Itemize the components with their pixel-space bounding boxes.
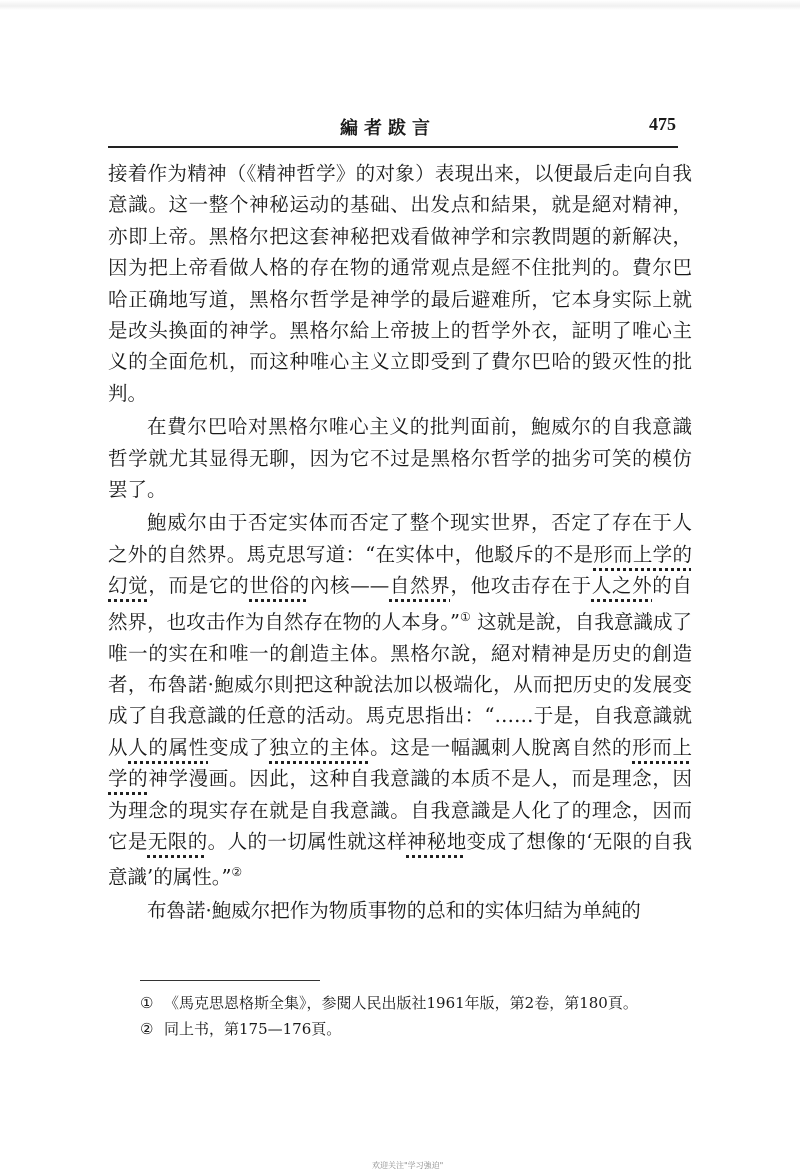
footnote-2 [140, 1016, 680, 1042]
text-run: 鮑威尔由于否定实体而否定了整个现实世界，否定了存在于人之外的自然界。馬克思写道：“在实体中，他駁斥的不是 [108, 511, 692, 566]
page-number: 475 [649, 114, 676, 134]
text-run: 。这是一幅諷刺人脫离自然的 [370, 735, 633, 759]
paragraph-1: 接着作为精神（《精神哲学》的对象）表現出来，以便最后走向自我意識。这一整个神秘运动的基础、出发点和結果，就是絕对精神，亦即上帝。黑格尔把这套神秘把戏看做神学和宗教問題的新解决，因为把上帝看做人格的存在物的通常观点是經不住批判的。費尔巴哈正确地写道，黑格尔哲学是神学的最后避难所，它本身实际上就是改头換面的神学。黑格尔給上帝披上的哲学外衣，証明了唯心主义的全面危机，而这种唯心主义立即受到了費尔巴哈的毀灭性的批判。 [108, 162, 692, 405]
emphasis-dotted: 形而上学的幻觉 [108, 542, 692, 598]
footnotes [140, 990, 680, 1042]
emphasis-dotted: 人之外 [591, 574, 653, 598]
footnote-text: 同上书，第175—176頁。 [164, 1020, 342, 1038]
text-run: ，而是它的 [148, 574, 250, 598]
emphasis-dotted: 独立的主体 [269, 735, 371, 759]
emphasis-dotted: 人的属性 [128, 735, 209, 759]
text-run: 的自然界，也攻击作为自然存在物的人本身。” [108, 574, 692, 634]
emphasis-dotted: 神秘地 [406, 830, 467, 854]
body-text [108, 158, 692, 927]
paragraph-3 [108, 507, 692, 893]
footnote-ref-1[interactable]: ① [459, 609, 471, 624]
paragraph-4: 布魯諾·鮑威尔把作为物质事物的总和的实体归結为单純的 [147, 899, 641, 923]
scan-edge [0, 0, 800, 10]
footnote-ref-2[interactable]: ② [231, 865, 243, 880]
text-run: 。人的一切属性就这样 [207, 830, 407, 854]
text-run: 內核—— [309, 574, 390, 598]
text-run: 这就是說，自我意識成了唯一的实在和唯一的創造主体。黑格尔說，絕对精神是历史的創造者，布魯諾·鮑威尔則把这种說法加以极端化，从而把历史的发展变成了自我意識的任意的活动。馬克思指出：“……于是，自我意識就从 [108, 610, 692, 759]
emphasis-dotted: 无限的 [147, 830, 208, 854]
page-header [108, 114, 694, 138]
text-run: ，他攻击存在于 [450, 574, 592, 598]
footnote-rule [140, 980, 320, 981]
emphasis-dotted: 形而上学的 [108, 735, 692, 791]
text-run: 变成了想像的‘无限的自我意識’的属性。” [108, 830, 692, 889]
footnote-text: 《馬克思恩格斯全集》，参閱人民出版社1961年版，第2卷，第180頁。 [164, 994, 638, 1012]
text-run: 神学漫画。因此，这种自我意識的本质不是人，而是理念，因为理念的現实存在就是自我意識。自我意識是人化了的理念，因而它是 [108, 767, 692, 854]
emphasis-dotted: 自然界 [389, 574, 451, 598]
text-run: 变成了 [208, 735, 270, 759]
header-rule [108, 146, 678, 148]
footnote-mark: ① [140, 994, 154, 1012]
footnote-mark: ② [140, 1020, 154, 1038]
running-title: 編者跋言 [340, 118, 436, 139]
paragraph-2: 在費尔巴哈对黑格尔唯心主义的批判面前，鮑威尔的自我意識哲学就尤其显得无聊，因为它不过是黑格尔哲学的拙劣可笑的模仿罢了。 [108, 415, 692, 502]
footnote-1 [140, 990, 680, 1016]
emphasis-dotted: 世俗的 [249, 574, 310, 598]
watermark: 欢迎关注"学习強迫" [372, 1161, 444, 1170]
